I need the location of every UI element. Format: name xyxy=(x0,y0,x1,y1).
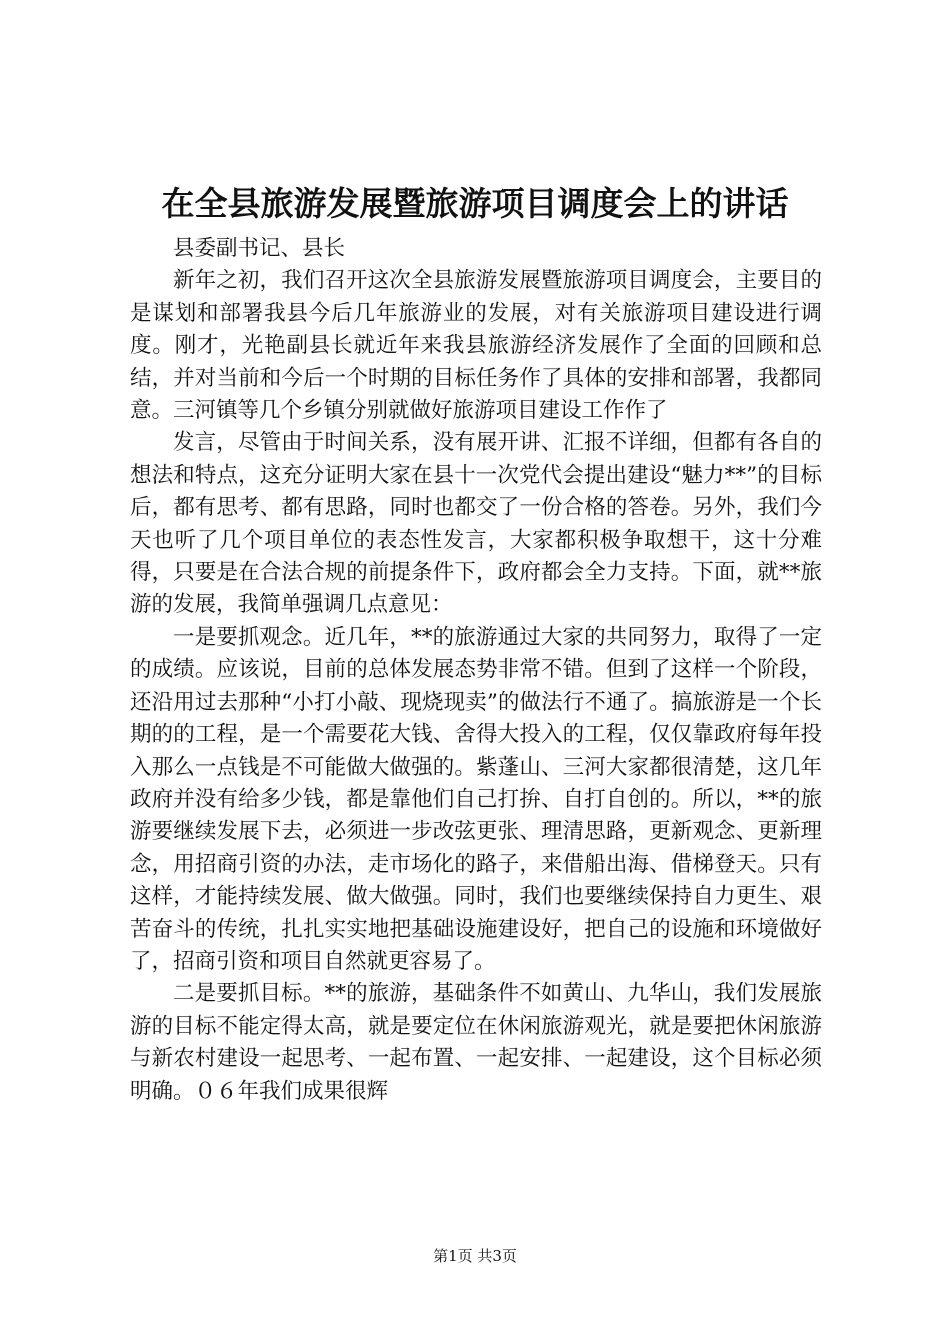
page-number-footer: 第1页 共3页 xyxy=(433,1247,517,1265)
document-body xyxy=(130,233,822,1108)
paragraph: 发言，尽管由于时间关系，没有展开讲、汇报不详细，但都有各自的想法和特点，这充分证明大家在县十一次党代会提出建设“魅力**”的目标后，都有思考、都有思路，同时也都交了一份合格的答卷。另外，我们今天也听了几个项目单位的表态性发言，大家都积极争取想干，这十分难得，只要是在合法合规的前提条件下，政府都会全力支持。下面，就**旅游的发展，我简单强调几点意见： xyxy=(130,430,822,618)
paragraph: 新年之初，我们召开这次全县旅游发展暨旅游项目调度会，主要目的是谋划和部署我县今后几年旅游业的发展，对有关旅游项目建设进行调度。刚才，光艳副县长就近年来我县旅游经济发展作了全面的回顾和总结，并对当前和今后一个时期的目标任务作了具体的安排和部署，我都同意。三河镇等几个乡镇分别就做好旅游项目建设工作作了 xyxy=(130,268,822,424)
paragraph: 二是要抓目标。**的旅游，基础条件不如黄山、九华山，我们发展旅游的目标不能定得太高，就是要定位在休闲旅游观光，就是要把休闲旅游与新农村建设一起思考、一起布置、一起安排、一起建设，这个目标必须明确。０６年我们成果很辉 xyxy=(130,981,822,1104)
document-title: 在全县旅游发展暨旅游项目调度会上的讲话 xyxy=(161,184,789,223)
paragraph: 一是要抓观念。近几年，**的旅游通过大家的共同努力，取得了一定的成绩。应该说，目前的总体发展态势非常不错。但到了这样一个阶段，还沿用过去那种“小打小敲、现烧现卖”的做法行不通了。搞旅游是一个长期的的工程，是一个需要花大钱、舍得大投入的工程，仅仅靠政府每年投入那么一点钱是不可能做大做强的。紫蓬山、三河大家都很清楚，这几年政府并没有给多少钱，都是靠他们自己打拚、自打自创的。所以，**的旅游要继续发展下去，必须进一步改弦更张、理清思路，更新观念、更新理念，用招商引资的办法，走市场化的路子，来借船出海、借梯登天。只有这样，才能持续发展、做大做强。同时，我们也要继续保持自力更生、艰苦奋斗的传统，扎扎实实地把基础设施建设好，把自己的设施和环境做好了，招商引资和项目自然就更容易了。 xyxy=(130,624,822,974)
speaker-line: 县委副书记、县长 xyxy=(173,236,346,261)
